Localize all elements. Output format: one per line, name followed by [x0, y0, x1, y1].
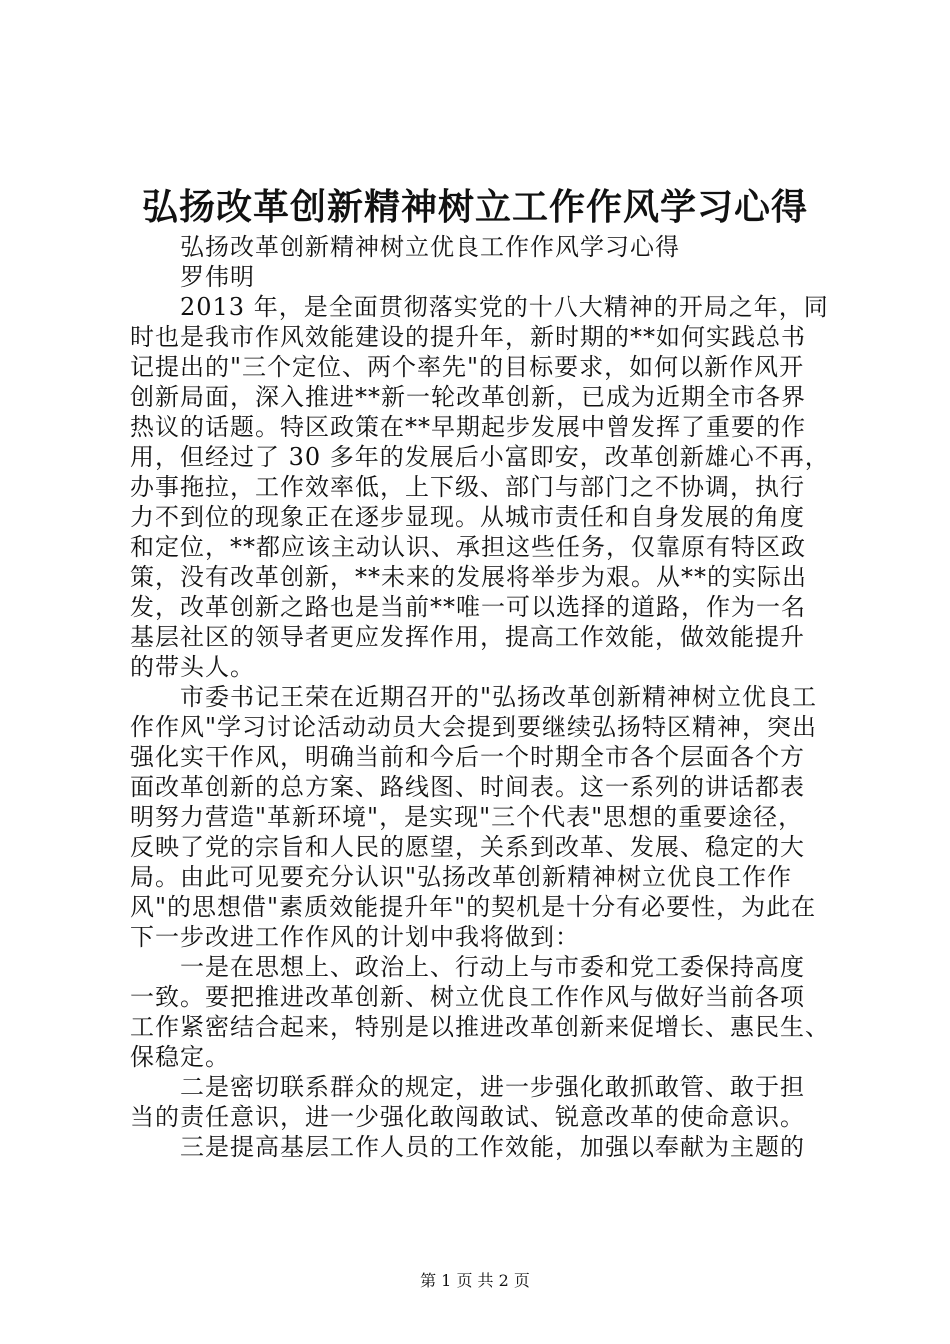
- paragraph-line: 保稳定。: [130, 1043, 230, 1071]
- paragraph-line: 三是提高基层工作人员的工作效能，加强以奉献为主题的: [180, 1133, 805, 1161]
- paragraph-line: 创新局面，深入推进**新一轮改革创新，已成为近期全市各界: [130, 383, 806, 411]
- paragraph-line: 下一步改进工作作风的计划中我将做到：: [130, 923, 580, 951]
- paragraph-line: 当的责任意识，进一少强化敢闯敢试、锐意改革的使命意识。: [130, 1103, 805, 1131]
- document-body: [130, 232, 850, 1162]
- paragraph-line: 策，没有改革创新，**未来的发展将举步为艰。从**的实际出: [130, 563, 807, 591]
- paragraph-line: 发，改革创新之路也是当前**唯一可以选择的道路，作为一名: [130, 593, 806, 621]
- paragraph-line: 热议的话题。特区政策在**早期起步发展中曾发挥了重要的作: [130, 413, 806, 441]
- paragraph-line: 2013 年，是全面贯彻落实党的十八大精神的开局之年，同: [180, 293, 829, 321]
- subtitle-line: 弘扬改革创新精神树立优良工作作风学习心得: [180, 233, 680, 261]
- paragraph-line: 强化实干作风，明确当前和今后一个时期全市各个层面各个方: [130, 743, 805, 771]
- paragraph-line: 二是密切联系群众的规定，进一步强化敢抓敢管、敢于担: [180, 1073, 805, 1101]
- paragraph-line: 反映了党的宗旨和人民的愿望，关系到改革、发展、稳定的大: [130, 833, 805, 861]
- paragraph-line: 和定位，**都应该主动认识、承担这些任务，仅靠原有特区政: [130, 533, 806, 561]
- author-line: 罗伟明: [180, 263, 255, 291]
- paragraph-line: 时也是我市作风效能建设的提升年，新时期的**如何实践总书: [130, 323, 806, 351]
- page-footer: 第 1 页 共 2 页: [420, 1271, 530, 1290]
- paragraph-line: 局。由此可见要充分认识"弘扬改革创新精神树立优良工作作: [130, 863, 793, 891]
- paragraph-line: 面改革创新的总方案、路线图、时间表。这一系列的讲话都表: [130, 773, 805, 801]
- paragraph-line: 作作风"学习讨论活动动员大会提到要继续弘扬特区精神，突出: [130, 713, 818, 741]
- paragraph-line: 风"的思想借"素质效能提升年"的契机是十分有必要性，为此在: [130, 893, 817, 921]
- paragraph-line: 基层社区的领导者更应发挥作用，提高工作效能，做效能提升: [130, 623, 805, 651]
- paragraph-line: 明努力营造"革新环境"，是实现"三个代表"思想的重要途径，: [130, 803, 804, 831]
- paragraph-line: 一是在思想上、政治上、行动上与市委和党工委保持高度: [180, 953, 805, 981]
- paragraph-line: 力不到位的现象正在逐步显现。从城市责任和自身发展的角度: [130, 503, 805, 531]
- paragraph-line: 市委书记王荣在近期召开的"弘扬改革创新精神树立优良工: [180, 683, 818, 711]
- paragraph-line: 一致。要把推进改革创新、树立优良工作作风与做好当前各项: [130, 983, 805, 1011]
- paragraph-line: 记提出的"三个定位、两个率先"的目标要求，如何以新作风开: [130, 353, 805, 381]
- paragraph-line: 办事拖拉，工作效率低，上下级、部门与部门之不协调，执行: [130, 473, 805, 501]
- paragraph-line: 的带头人。: [130, 653, 255, 681]
- document-title: 弘扬改革创新精神树立工作作风学习心得: [141, 186, 808, 228]
- paragraph-line: 用，但经过了 30 多年的发展后小富即安，改革创新雄心不再，: [130, 443, 830, 471]
- paragraph-line: 工作紧密结合起来，特别是以推进改革创新来促增长、惠民生、: [130, 1013, 830, 1041]
